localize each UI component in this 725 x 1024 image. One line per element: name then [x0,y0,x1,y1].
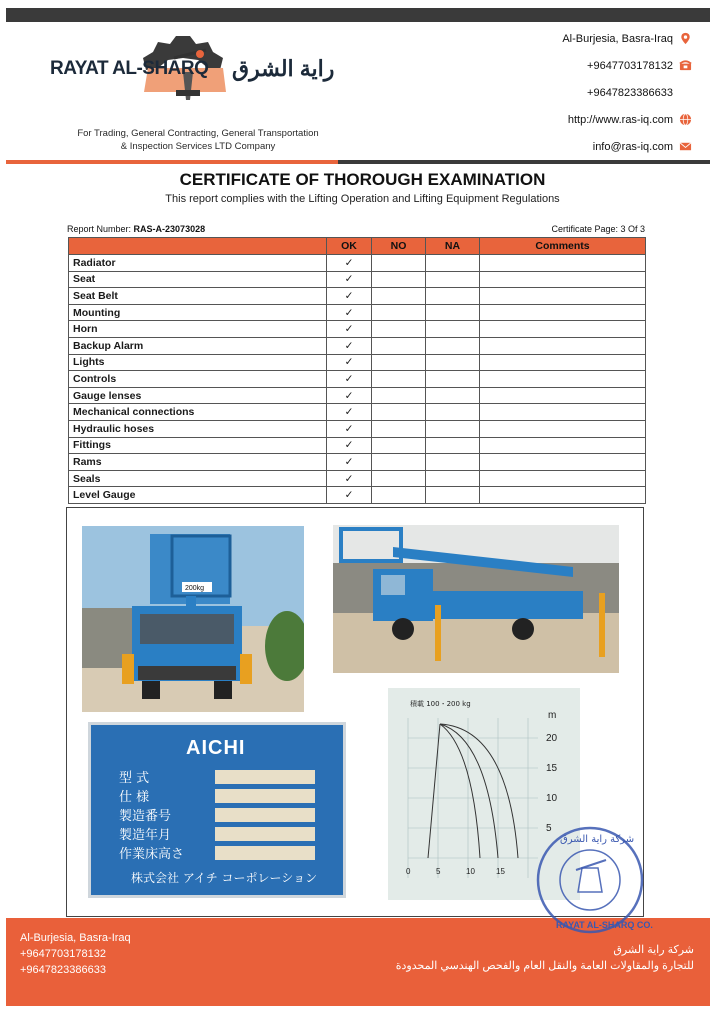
plate-value-box [215,808,315,822]
chart-photo-xtick-10: 10 [466,867,475,876]
phone1-text: +9647703178132 [587,59,673,72]
chart-photo-ytick-20: 20 [546,733,558,744]
footer-phone2: +9647823386633 [20,964,106,976]
row-na-cell [426,321,480,338]
row-na-cell [426,255,480,272]
row-ok-check: ✓ [327,387,372,404]
table-row [69,337,646,354]
header-na: NA [426,238,480,255]
location-pin-icon [679,32,692,45]
company-stamp [528,820,658,940]
row-comments-cell [480,304,646,321]
row-item-label: Radiator [69,255,327,272]
table-row [69,304,646,321]
footer-ar-line2: للتجارة والمقاولات العامة والنقل العام والفحص الهندسي المحدودة [395,960,694,972]
plate-row [119,824,315,843]
row-no-cell [372,437,426,454]
table-row [69,387,646,404]
row-comments-cell [480,337,646,354]
phone2-text: +9647823386633 [587,86,673,99]
row-comments-cell [480,354,646,371]
truck-front-photo [82,526,304,712]
header-divider-dark [338,160,710,164]
website-text: http://www.ras-iq.com [567,113,673,126]
table-row [69,321,646,338]
row-na-cell [426,271,480,288]
contact-address [562,32,692,45]
plate-row-label: 製造番号 [119,809,172,824]
truck-side-photo [333,525,619,673]
row-no-cell [372,255,426,272]
contact-website[interactable] [568,113,692,126]
contact-email[interactable] [593,140,692,153]
inspection-table [68,237,646,504]
plate-maker: 株式会社 アイチ コーポレーション [131,871,318,885]
truck-load-label: 200kg [185,585,205,592]
row-ok-check: ✓ [327,255,372,272]
row-comments-cell [480,288,646,305]
header-comments: Comments [480,238,646,255]
row-comments-cell [480,470,646,487]
row-item-label: Hydraulic hoses [69,420,327,437]
plate-row [119,786,315,805]
report-number-label: Report Number: [67,224,132,234]
table-row [69,470,646,487]
row-comments-cell [480,387,646,404]
stamp-ar: شركة راية الشرق [560,834,635,845]
table-row [69,420,646,437]
row-comments-cell [480,454,646,471]
footer-address: Al-Burjesia, Basra-Iraq [20,932,131,944]
row-ok-check: ✓ [327,404,372,421]
footer-arabic [396,942,694,974]
row-na-cell [426,387,480,404]
footer-phone1: +9647703178132 [20,948,106,960]
header-item [69,238,327,255]
header-no: NO [372,238,426,255]
row-no-cell [372,321,426,338]
row-no-cell [372,404,426,421]
chart-photo-ytick-15: 15 [546,763,558,774]
footer-ar-line1: شركة راية الشرق [613,944,694,956]
plate-value-box [215,789,315,803]
chart-photo-xtick-15: 15 [496,867,505,876]
row-ok-check: ✓ [327,487,372,504]
row-ok-check: ✓ [327,288,372,305]
top-bar [6,8,710,22]
row-ok-check: ✓ [327,271,372,288]
row-no-cell [372,487,426,504]
certificate-page: Certificate Page: 3 Of 3 [551,224,645,234]
row-no-cell [372,354,426,371]
table-row [69,255,646,272]
row-no-cell [372,288,426,305]
email-text: info@ras-iq.com [592,140,673,153]
header-ok: OK [327,238,372,255]
row-ok-check: ✓ [327,454,372,471]
phone-icon [679,59,692,72]
row-item-label: Mechanical connections [69,404,327,421]
row-item-label: Seat Belt [69,288,327,305]
plate-row [119,843,315,862]
plate-row-label: 仕 様 [119,790,150,805]
row-ok-check: ✓ [327,337,372,354]
envelope-icon [679,140,692,153]
plate-row [119,767,315,786]
row-no-cell [372,387,426,404]
table-row [69,437,646,454]
plate-brand: AICHI [186,737,246,759]
plate-value-box [215,846,315,860]
row-no-cell [372,420,426,437]
row-comments-cell [480,255,646,272]
report-number-value: RAS-A-23073028 [133,224,206,234]
tagline-line-1: For Trading, General Contracting, General Transportation [77,128,319,139]
row-comments-cell [480,487,646,504]
row-comments-cell [480,420,646,437]
row-no-cell [372,371,426,388]
table-header-row [69,238,646,255]
table-row [69,371,646,388]
chart-photo-ytick-10: 10 [546,793,558,804]
row-no-cell [372,304,426,321]
row-na-cell [426,337,480,354]
table-row [69,487,646,504]
row-ok-check: ✓ [327,354,372,371]
row-item-label: Backup Alarm [69,337,327,354]
row-item-label: Fittings [69,437,327,454]
row-no-cell [372,454,426,471]
plate-row-label: 型 式 [119,771,150,786]
chart-photo-ytick-5: 5 [546,823,552,834]
company-name-en: RAYAT AL-SHARQ [50,58,209,79]
row-item-label: Seat [69,271,327,288]
globe-icon [679,113,692,126]
plate-row [119,805,315,824]
certificate-subtitle: This report complies with the Lifting Operation and Lifting Equipment Regulations [165,193,560,205]
row-na-cell [426,420,480,437]
company-name-ar: راية الشرق [232,56,335,81]
row-na-cell [426,487,480,504]
row-comments-cell [480,404,646,421]
table-row [69,354,646,371]
row-ok-check: ✓ [327,470,372,487]
chart-photo-xtick-0: 0 [406,867,411,876]
row-item-label: Seals [69,470,327,487]
row-na-cell [426,371,480,388]
stamp-en: RAYAT AL-SHARQ CO. [556,920,653,930]
row-item-label: Controls [69,371,327,388]
row-comments-cell [480,321,646,338]
row-no-cell [372,271,426,288]
plate-value-box [215,770,315,784]
contact-phone-1[interactable] [587,59,692,72]
plate-row-label: 作業床高さ [119,847,185,862]
footer-contacts [20,930,131,978]
row-comments-cell [480,437,646,454]
row-item-label: Mounting [69,304,327,321]
chart-photo-header: 積載 100・200 kg [410,700,471,708]
nameplate-photo [88,722,346,898]
row-ok-check: ✓ [327,304,372,321]
spacer-icon [679,86,692,99]
table-row [69,454,646,471]
row-item-label: Horn [69,321,327,338]
row-na-cell [426,470,480,487]
row-ok-check: ✓ [327,321,372,338]
row-no-cell [372,337,426,354]
row-na-cell [426,304,480,321]
row-item-label: Level Gauge [69,487,327,504]
table-row [69,271,646,288]
chart-photo-unit: m [548,710,557,721]
row-no-cell [372,470,426,487]
row-item-label: Rams [69,454,327,471]
row-ok-check: ✓ [327,371,372,388]
row-na-cell [426,437,480,454]
plate-rows [119,767,315,862]
certificate-title: CERTIFICATE OF THOROUGH EXAMINATION [179,170,546,189]
row-na-cell [426,454,480,471]
row-na-cell [426,288,480,305]
table-row [69,404,646,421]
row-ok-check: ✓ [327,437,372,454]
row-comments-cell [480,271,646,288]
tagline-line-2: & Inspection Services LTD Company [120,141,276,152]
row-comments-cell [480,371,646,388]
table-row [69,288,646,305]
plate-value-box [215,827,315,841]
chart-photo-xtick-5: 5 [436,867,441,876]
address-text: Al-Burjesia, Basra-Iraq [562,32,673,45]
plate-row-label: 製造年月 [119,828,172,843]
row-item-label: Gauge lenses [69,387,327,404]
row-na-cell [426,404,480,421]
company-tagline [48,127,348,153]
row-item-label: Lights [69,354,327,371]
row-ok-check: ✓ [327,420,372,437]
contact-phone-2[interactable] [587,86,692,99]
row-na-cell [426,354,480,371]
header-divider [6,160,338,164]
report-number [67,224,205,234]
